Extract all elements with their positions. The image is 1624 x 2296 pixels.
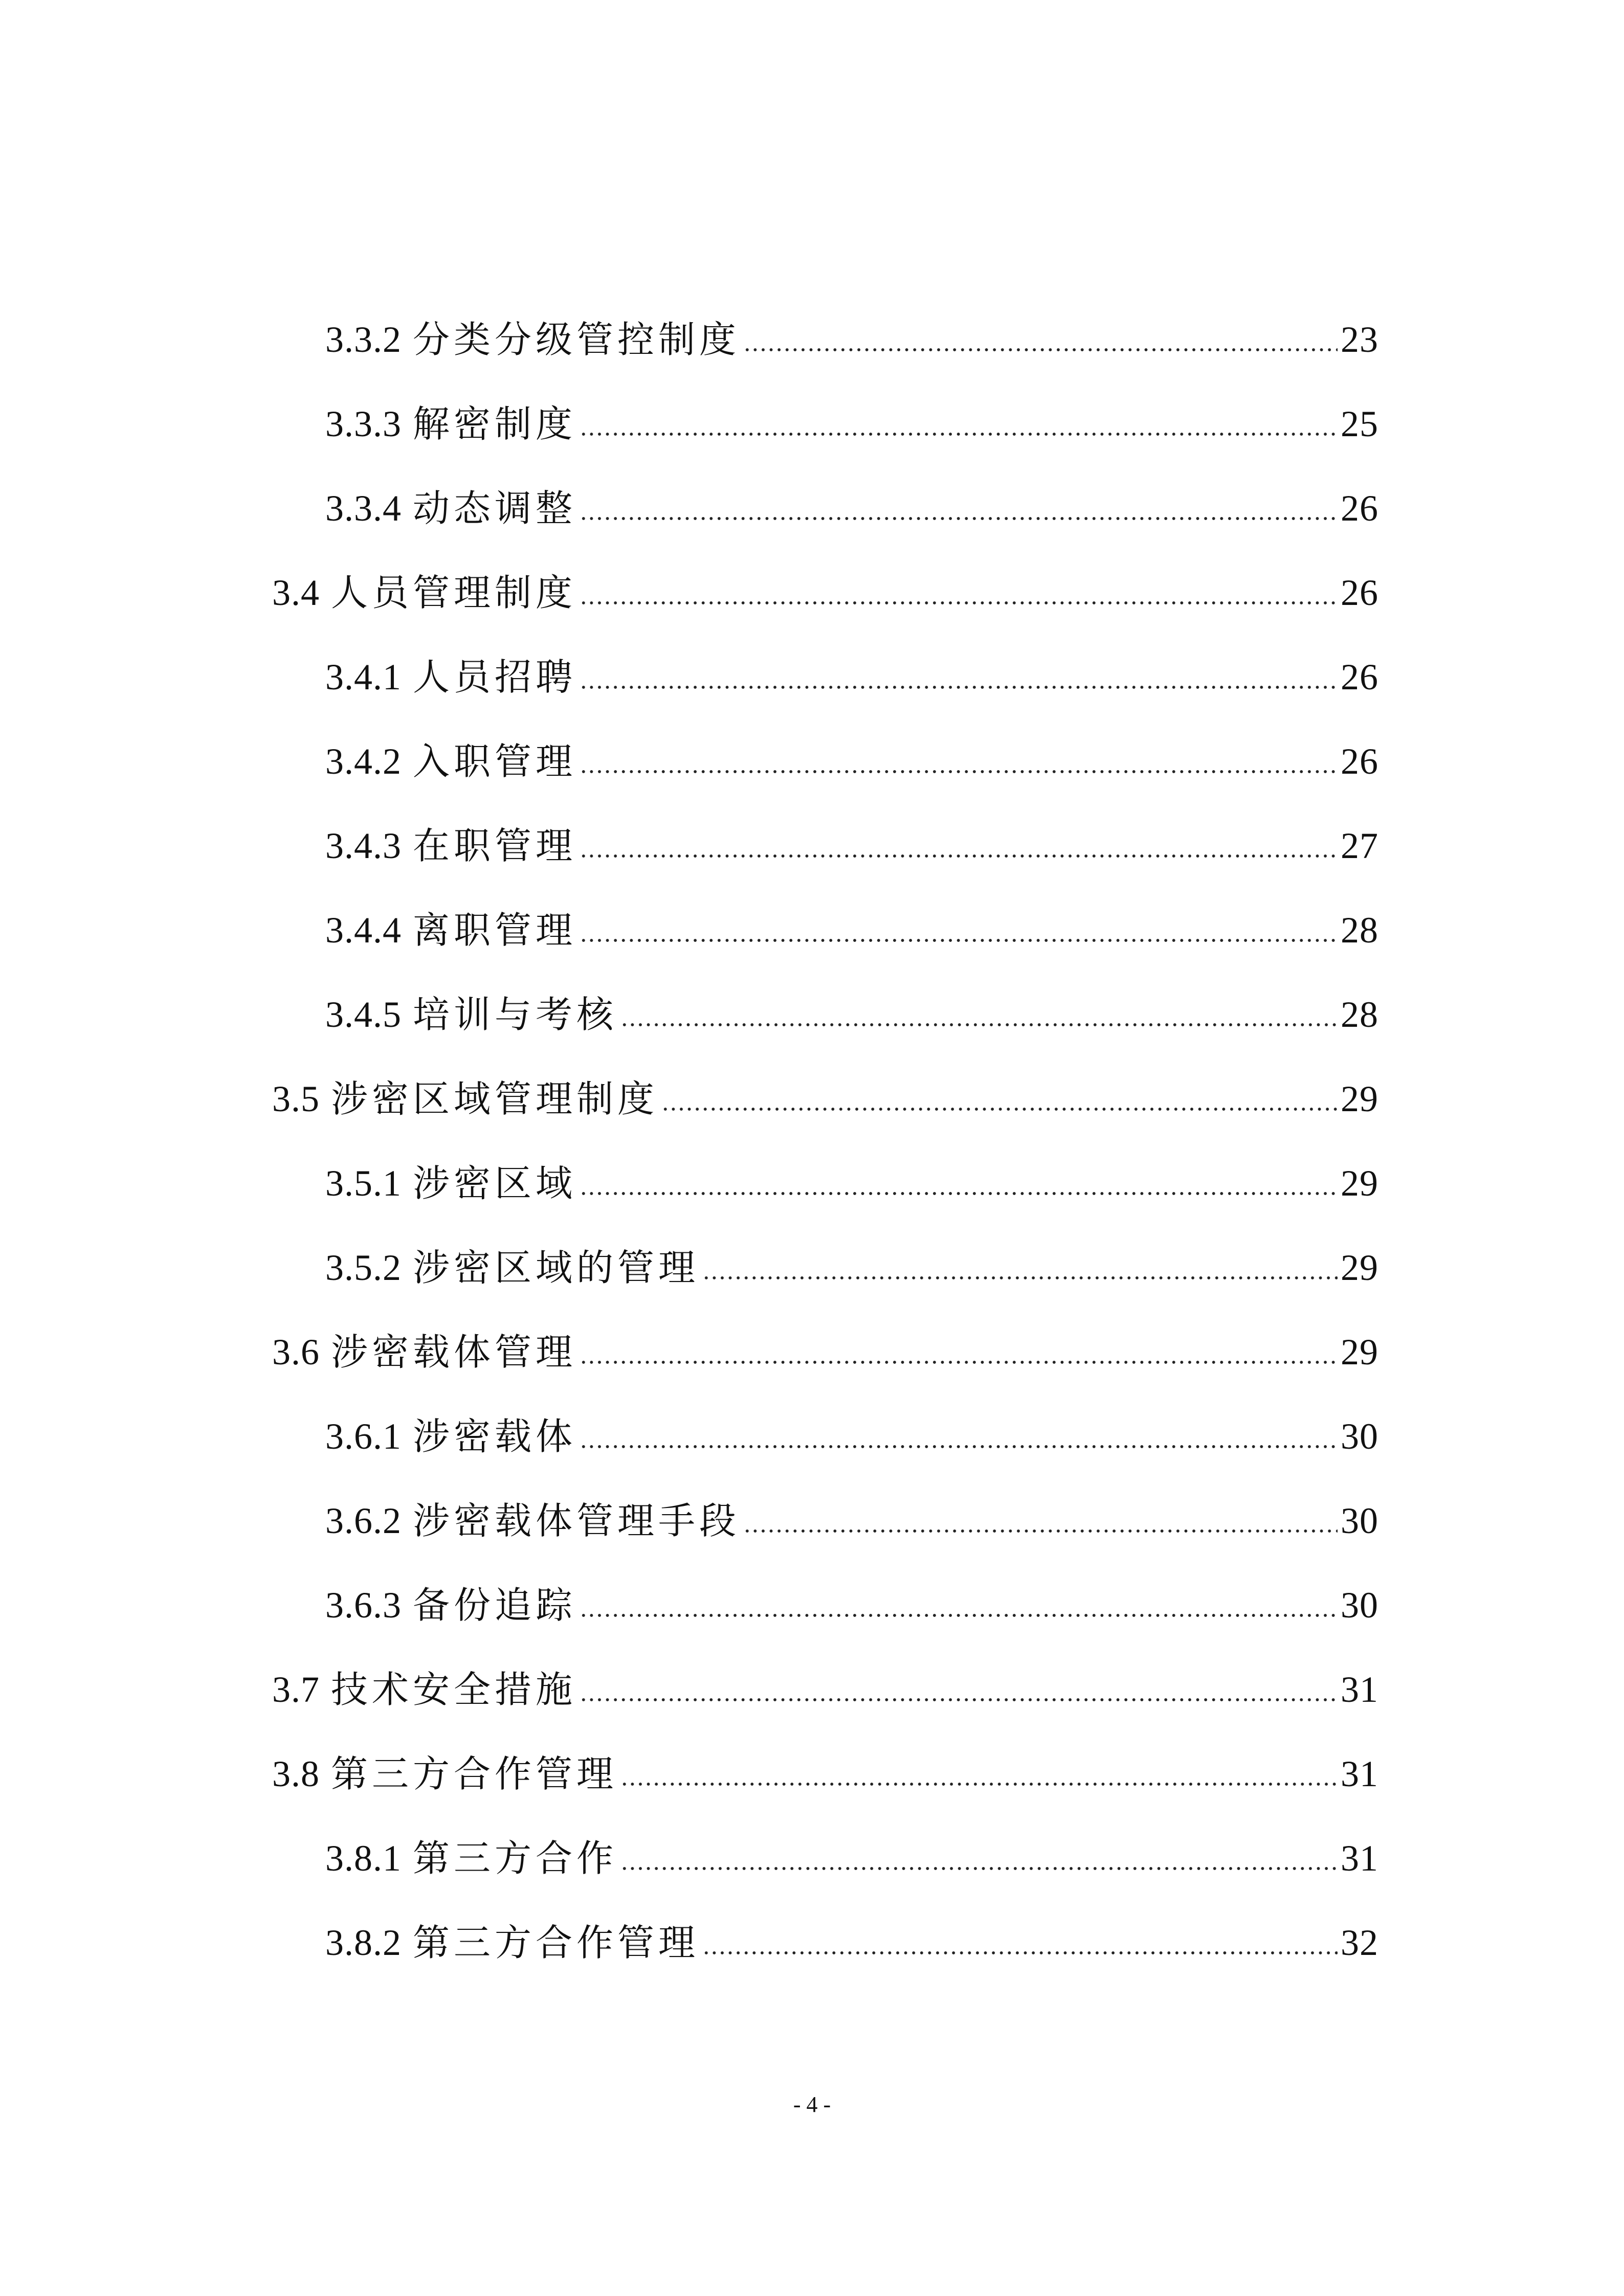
toc-entry-page: 26 (1341, 572, 1378, 613)
toc-entry[interactable] (325, 1393, 1378, 1458)
toc-entry-number: 3.4.4 (325, 910, 402, 951)
toc-entry-title: 动态调整 (413, 487, 577, 530)
toc-entry[interactable] (325, 1478, 1378, 1542)
toc-entry[interactable] (272, 1731, 1378, 1795)
toc-entry-title: 解密制度 (413, 402, 577, 445)
toc-entry-title: 人员招聘 (413, 656, 577, 699)
toc-entry-title: 涉密区域 (413, 1162, 577, 1205)
toc-entry[interactable] (325, 1140, 1378, 1205)
toc-entry-title: 技术安全措施 (331, 1668, 577, 1711)
toc-entry[interactable] (325, 634, 1378, 699)
toc-entry-page: 23 (1341, 319, 1378, 360)
dot-leader (620, 1780, 1338, 1788)
toc-entry-number: 3.4.3 (325, 825, 402, 866)
toc-entry-title: 涉密载体 (413, 1415, 577, 1458)
toc-entry-title: 入职管理 (413, 740, 577, 783)
toc-entry-number: 3.6.1 (325, 1416, 402, 1457)
toc-entry-number: 3.6.2 (325, 1500, 402, 1541)
toc-entry-number: 3.4.5 (325, 994, 402, 1035)
dot-leader (580, 768, 1338, 776)
toc-entry[interactable] (272, 550, 1378, 614)
toc-entry-title: 分类分级管控制度 (413, 318, 741, 361)
dot-leader (580, 430, 1338, 438)
toc-entry-number: 3.3.2 (325, 319, 402, 360)
toc-entry-page: 31 (1341, 1669, 1378, 1710)
toc-entry-page: 27 (1341, 825, 1378, 866)
dot-leader (580, 1358, 1338, 1366)
toc-entry-title: 备份追踪 (413, 1584, 577, 1627)
toc-entry-title: 涉密载体管理手段 (413, 1499, 741, 1542)
dot-leader (580, 1611, 1338, 1619)
toc-entry-number: 3.6 (272, 1332, 320, 1372)
toc-entry-page: 29 (1341, 1247, 1378, 1288)
toc-entry-page: 29 (1341, 1078, 1378, 1119)
toc-entry-page: 26 (1341, 657, 1378, 697)
toc-entry-number: 3.5.2 (325, 1247, 402, 1288)
toc-entry[interactable] (325, 887, 1378, 952)
toc-entry-page: 29 (1341, 1163, 1378, 1204)
toc-entry[interactable] (325, 972, 1378, 1036)
dot-leader (580, 852, 1338, 860)
toc-entry-title: 第三方合作管理 (331, 1752, 618, 1795)
toc-entry-number: 3.3.3 (325, 403, 402, 444)
toc-entry[interactable] (272, 1647, 1378, 1711)
toc-entry[interactable] (325, 465, 1378, 530)
page-number-footer: - 4 - (793, 2092, 831, 2117)
toc-entry-title: 第三方合作 (413, 1837, 618, 1880)
toc-entry-page: 28 (1341, 910, 1378, 951)
toc-entry-number: 3.4.1 (325, 657, 402, 697)
toc-entry-page: 30 (1341, 1416, 1378, 1457)
toc-entry[interactable] (325, 381, 1378, 445)
toc-entry-title: 第三方合作管理 (413, 1921, 700, 1964)
toc-entry[interactable] (325, 803, 1378, 867)
toc-entry-number: 3.8 (272, 1753, 320, 1794)
toc-entry-page: 28 (1341, 994, 1378, 1035)
dot-leader (620, 1021, 1338, 1029)
toc-entry-number: 3.3.4 (325, 488, 402, 529)
toc-entry-number: 3.6.3 (325, 1585, 402, 1626)
toc-entry[interactable] (325, 1900, 1378, 1964)
toc-entry-page: 31 (1341, 1838, 1378, 1879)
dot-leader (580, 936, 1338, 944)
toc-entry-page: 32 (1341, 1922, 1378, 1963)
toc-entry[interactable] (272, 1309, 1378, 1374)
toc-entry-title: 人员管理制度 (331, 571, 577, 614)
toc-entry-page: 30 (1341, 1585, 1378, 1626)
dot-leader (580, 683, 1338, 691)
toc-entry-number: 3.5 (272, 1078, 320, 1119)
dot-leader (580, 1696, 1338, 1704)
toc-entry-number: 3.5.1 (325, 1163, 402, 1204)
toc-entry-title: 培训与考核 (413, 993, 618, 1036)
toc-entry-page: 26 (1341, 488, 1378, 529)
dot-leader (580, 1443, 1338, 1451)
dot-leader (580, 599, 1338, 607)
toc-entry-number: 3.8.1 (325, 1838, 402, 1879)
toc-entry-title: 离职管理 (413, 909, 577, 952)
dot-leader (743, 1527, 1338, 1535)
toc-entry-title: 涉密区域管理制度 (331, 1077, 659, 1120)
toc-entry-title: 涉密区域的管理 (413, 1246, 700, 1289)
toc-entry-page: 25 (1341, 403, 1378, 444)
dot-leader (702, 1274, 1338, 1282)
toc-entry[interactable] (325, 1562, 1378, 1627)
toc-entry-page: 31 (1341, 1753, 1378, 1794)
dot-leader (620, 1864, 1338, 1873)
toc-entry-number: 3.7 (272, 1669, 320, 1710)
toc-entry-page: 29 (1341, 1332, 1378, 1372)
toc-entry-title: 涉密载体管理 (331, 1331, 577, 1374)
toc-entry-number: 3.4 (272, 572, 320, 613)
dot-leader (580, 1189, 1338, 1198)
toc-entry[interactable] (325, 1815, 1378, 1880)
toc-entry[interactable] (272, 1056, 1378, 1120)
toc-entry-number: 3.4.2 (325, 741, 402, 782)
toc-entry-page: 30 (1341, 1500, 1378, 1541)
dot-leader (661, 1105, 1338, 1113)
toc-entry-number: 3.8.2 (325, 1922, 402, 1963)
toc-entry[interactable] (325, 1225, 1378, 1289)
toc-entry[interactable] (325, 297, 1378, 361)
dot-leader (743, 346, 1338, 354)
toc-entry[interactable] (325, 718, 1378, 783)
toc-entry-title: 在职管理 (413, 824, 577, 867)
toc-entry-page: 26 (1341, 741, 1378, 782)
dot-leader (702, 1949, 1338, 1957)
dot-leader (580, 514, 1338, 523)
